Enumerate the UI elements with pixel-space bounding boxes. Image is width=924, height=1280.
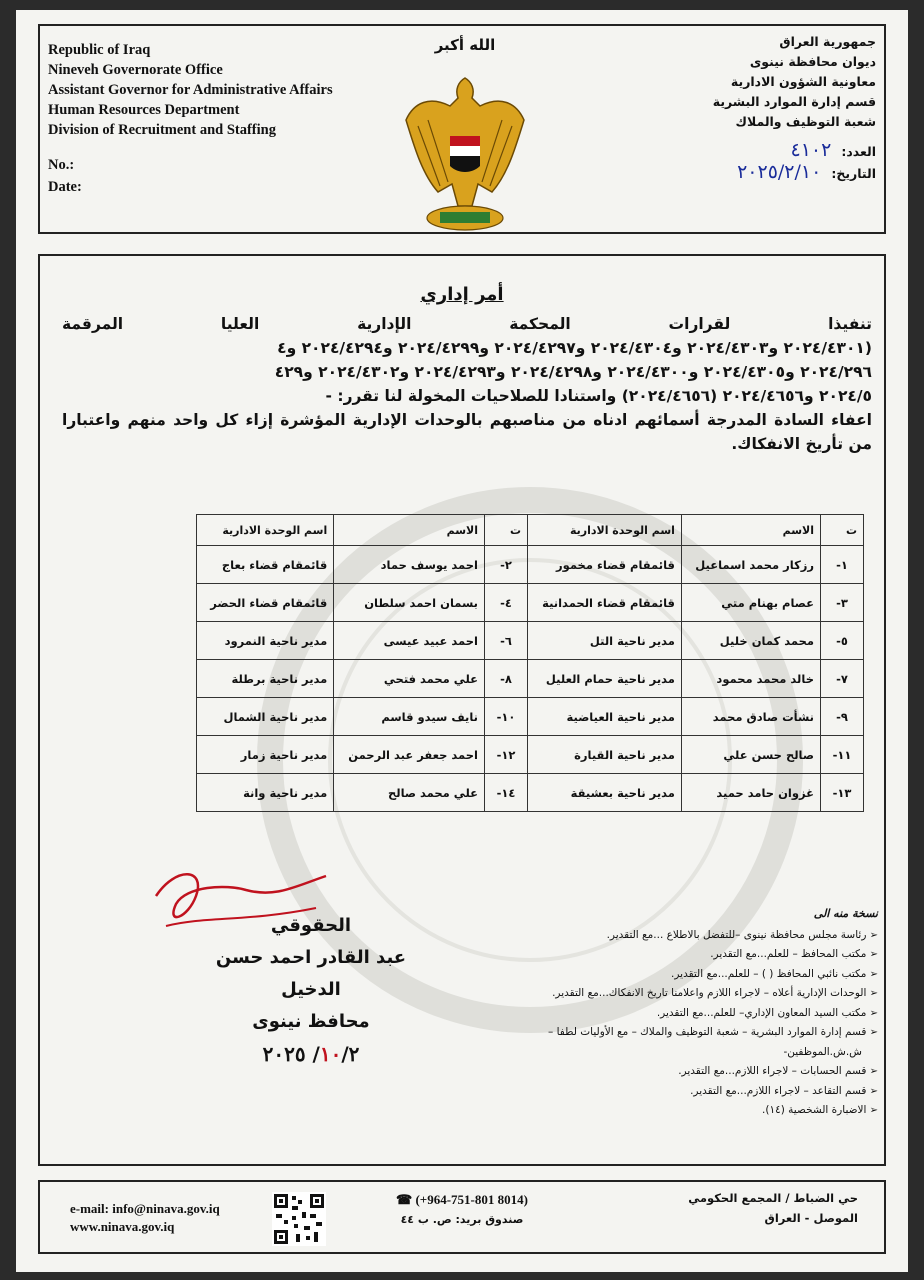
official-name: بسمان احمد سلطان xyxy=(334,584,485,622)
row-number: ٨- xyxy=(485,660,528,698)
unit-name: مدير ناحية القيارة xyxy=(528,736,682,774)
unit-name: مدير ناحية حمام العليل xyxy=(528,660,682,698)
footer-address-line: الموصل - العراق xyxy=(764,1211,858,1225)
table-row xyxy=(197,546,864,584)
paragraph-line: (٢٠٢٤/٤٣٠١ و٢٠٢٤/٤٣٠٣ و٢٠٢٤/٤٣٠٤ و٢٠٢٤/٤٢٩٧ و٢٠٢٤/٤٢٩٩ و٢٠٢٤/٤٢٩٤ و٤ xyxy=(277,339,872,357)
official-name: نايف سيدو قاسم xyxy=(334,698,485,736)
signature-position: محافظ نينوى xyxy=(252,1011,370,1032)
signature-date-rest: /٢/ ٢٠٢٥ xyxy=(262,1042,360,1066)
unit-name: مدير ناحية التل xyxy=(528,622,682,660)
unit-name: مدير ناحية الشمال xyxy=(197,698,334,736)
table-row xyxy=(197,660,864,698)
official-name: محمد كمان خليل xyxy=(681,622,820,660)
footer-email: e-mail: info@ninava.gov.iq xyxy=(70,1201,220,1216)
copies-label: نسخة منه الى xyxy=(813,907,878,920)
header-en-line: Division of Recruitment and Staffing xyxy=(48,122,276,138)
row-number: ١٠- xyxy=(485,698,528,736)
official-name: علي محمد صالح xyxy=(334,774,485,812)
header-en-line: Assistant Governor for Administrative Affairs xyxy=(48,82,333,98)
header-ar-line: قسم إدارة الموارد البشرية xyxy=(712,94,876,109)
ar-date-value: ٢٠٢٥/٢/١٠ xyxy=(737,161,822,183)
header-en-line: Nineveh Governorate Office xyxy=(48,62,223,78)
paragraph-line: ٢٠٢٤/٥ و٢٠٢٤/٤٦٥٦ (٢٠٢٤/٤٦٥٦) واستنادا للصلاحيات المخولة لنا تقرر: - xyxy=(325,387,872,405)
footer-address-line: حي الضباط / المجمع الحكومي xyxy=(688,1191,858,1205)
footer-website: www.ninava.gov.iq xyxy=(70,1219,175,1234)
copy-item: ➢ مكتب السيد المعاون الإداري– للعلم...مع التقدير. xyxy=(358,1004,878,1024)
header-english xyxy=(48,40,408,198)
footer-contact xyxy=(70,1200,220,1236)
official-name: احمد عبيد عيسى xyxy=(334,622,485,660)
paragraph-line: تنفيذا لقرارات المحكمة الإدارية العليا المرقمة xyxy=(62,315,872,333)
emblem-text: الله أكبر xyxy=(434,36,496,54)
officials-table xyxy=(196,514,864,812)
paragraph-line: اعفاء السادة المدرجة أسمائهم ادناه من مناصبهم بالوحدات الإدارية المؤشرة إزاء كل واحد منهم واعتبارا من تأريخ الانفكاك. xyxy=(62,411,872,453)
col-header: ت xyxy=(485,515,528,546)
row-number: ١٣- xyxy=(821,774,864,812)
phone-icon: ☎ xyxy=(396,1192,416,1207)
official-name: علي محمد فتحي xyxy=(334,660,485,698)
copies-list xyxy=(358,904,878,1121)
row-number: ٤- xyxy=(485,584,528,622)
footer-address xyxy=(688,1188,858,1228)
official-name: رزكار محمد اسماعيل xyxy=(681,546,820,584)
col-header: الاسم xyxy=(334,515,485,546)
eagle-icon xyxy=(400,36,530,236)
col-header: اسم الوحدة الادارية xyxy=(197,515,334,546)
copy-item: ➢ الاضبارة الشخصية (١٤). xyxy=(358,1101,878,1121)
row-number: ١٤- xyxy=(485,774,528,812)
header-ar-line: جمهورية العراق xyxy=(779,34,876,49)
copy-item-continuation: ش.ش.الموظفين- xyxy=(783,1045,862,1058)
copy-item: ➢ رئاسة مجلس محافظة نينوى –للتفضل بالاطلاع ...مع التقدير. xyxy=(358,926,878,946)
copy-item: ➢ مكتب نائبي المحافظ ( ) – للعلم...مع التقدير. xyxy=(358,965,878,985)
row-number: ١- xyxy=(821,546,864,584)
official-name: نشأت صادق محمد xyxy=(681,698,820,736)
table-row xyxy=(197,774,864,812)
unit-name: مدير ناحية برطلة xyxy=(197,660,334,698)
unit-name: مدير ناحية العياضية xyxy=(528,698,682,736)
unit-name: مدير ناحية بعشيقة xyxy=(528,774,682,812)
col-header: الاسم xyxy=(681,515,820,546)
table-row xyxy=(197,584,864,622)
footer-phone: (+964-751-801 8014) xyxy=(415,1192,528,1207)
header-en-line: Republic of Iraq xyxy=(48,42,151,58)
header-ar-line: ديوان محافظة نينوى xyxy=(749,54,876,69)
row-number: ١٢- xyxy=(485,736,528,774)
row-number: ٥- xyxy=(821,622,864,660)
unit-name: قائمقام قضاء الحمدانية xyxy=(528,584,682,622)
order-paragraph xyxy=(62,312,872,456)
col-header: اسم الوحدة الادارية xyxy=(528,515,682,546)
footer-pobox: صندوق بريد: ص. ب ٤٤ xyxy=(400,1213,524,1226)
date-label: Date: xyxy=(48,179,82,195)
document-title: أمر إداري xyxy=(420,284,504,305)
row-number: ١١- xyxy=(821,736,864,774)
official-name: احمد جعفر عبد الرحمن xyxy=(334,736,485,774)
row-number: ٧- xyxy=(821,660,864,698)
official-name: صالح حسن علي xyxy=(681,736,820,774)
header-arabic xyxy=(596,32,876,184)
row-number: ٣- xyxy=(821,584,864,622)
copy-item: ➢ قسم الحسابات – لاجراء اللازم...مع التقدير. xyxy=(358,1062,878,1082)
table-row xyxy=(197,622,864,660)
table-row xyxy=(197,736,864,774)
header-ar-line: معاونية الشؤون الادارية xyxy=(730,74,876,89)
row-number: ٩- xyxy=(821,698,864,736)
iraq-emblem xyxy=(400,36,530,236)
ar-number-label: العدد: xyxy=(841,144,876,159)
table-row xyxy=(197,698,864,736)
unit-name: مدير ناحية زمار xyxy=(197,736,334,774)
unit-name: قائمقام قضاء الحضر xyxy=(197,584,334,622)
ar-number-value: ٤١٠٢ xyxy=(790,139,832,161)
row-number: ٦- xyxy=(485,622,528,660)
unit-name: قائمقام قضاء بعاج xyxy=(197,546,334,584)
copy-item: ➢ مكتب المحافظ – للعلم...مع التقدير. xyxy=(358,945,878,965)
official-name: احمد يوسف حماد xyxy=(334,546,485,584)
paragraph-line: ٢٠٢٤/٢٩٦ و٢٠٢٤/٤٣٠٥ و٢٠٢٤/٤٣٠٠ و٢٠٢٤/٤٢٩٨ و٢٠٢٤/٤٢٩٣ و٢٠٢٤/٤٣٠٢ و٤٢٩ xyxy=(274,363,872,381)
copy-item: ➢ قسم التقاعد – لاجراء اللازم...مع التقدير. xyxy=(358,1082,878,1102)
official-name: عصام بهنام متي xyxy=(681,584,820,622)
copy-item: ➢ قسم إدارة الموارد البشرية – شعبة التوظيف والملاك – مع الأوليات لطفا – xyxy=(358,1023,878,1043)
header-en-line: Human Resources Department xyxy=(48,102,240,118)
signature-honorific: الحقوقي xyxy=(270,915,352,936)
qr-code-icon xyxy=(272,1192,326,1246)
table-header-row xyxy=(197,515,864,546)
unit-name: مدير ناحية وانة xyxy=(197,774,334,812)
header-ar-line: شعبة التوظيف والملاك xyxy=(735,114,876,129)
unit-name: مدير ناحية النمرود xyxy=(197,622,334,660)
col-header: ت xyxy=(821,515,864,546)
signature-date-day: ١٠ xyxy=(319,1042,342,1066)
official-name: خالد محمد محمود xyxy=(681,660,820,698)
footer-phone-block xyxy=(396,1190,528,1230)
row-number: ٢- xyxy=(485,546,528,584)
unit-name: قائمقام قضاء مخمور xyxy=(528,546,682,584)
ar-date-label: التاريخ: xyxy=(831,166,876,181)
copy-item: ➢ الوحدات الإدارية أعلاه – لاجراء اللازم واعلامنا تاريخ الانفكاك...مع التقدير. xyxy=(358,984,878,1004)
official-name: غزوان حامد حميد xyxy=(681,774,820,812)
signature-name: عبد القادر احمد حسن الدخيل xyxy=(215,947,407,1000)
number-label: No.: xyxy=(48,157,75,173)
